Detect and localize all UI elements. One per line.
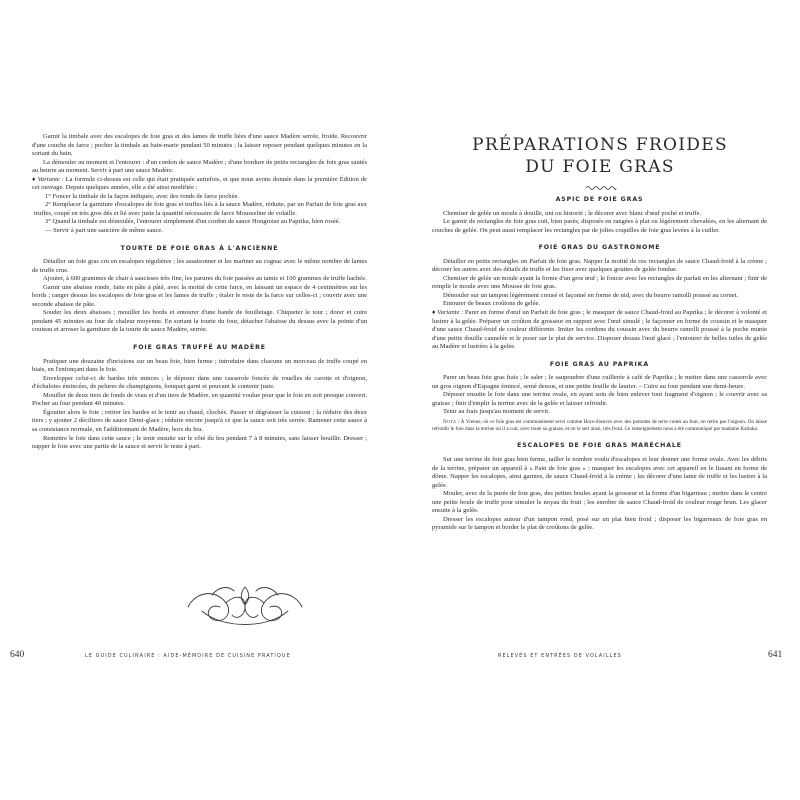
paragraph: Entourer de beaux croûtons de gelée. <box>443 300 541 308</box>
section-heading: FOIE GRAS TRUFFÉ AU MADÈRE <box>133 344 266 352</box>
wave-divider-icon <box>585 184 617 192</box>
paragraph: Ajouter, à 600 grammes de chair à saucisses très fine, les parures du foie passées au tamis et 100 grammes de truffe hachée. <box>43 275 367 283</box>
paragraph: Tenir au frais jusqu'au moment de servir. <box>443 408 550 416</box>
paragraph: Égoutter alors le foie ; retirer les bardes et le tenir au chaud, clochée. Passer et dégraisser la cuisson ; la réduire des deux tiers ; y ajouter 2 décilitres de sauce Demi-glace ; réduire encore jusqu'à ce que la sauce soit très serrée. Ramener cette sauce à sa consistance normale, en l'additionnant de Madère, hors du feu. <box>32 408 367 433</box>
paragraph: Déposer ensuite le foie dans une terrine ovale, en ayant soin de bien enlever tout fragment d'oignon ; le couvrir avec sa graisse ; finir d'emplir la terrine avec de la gelée et laisser refroidir. <box>432 391 767 407</box>
section-heading: FOIE GRAS DU GASTRONOME <box>538 244 661 252</box>
paragraph: Chemiser de gelée un moule ayant la forme d'un gros œuf ; le foncer avec les rectangles de parfait en les alternant ; finir de remplir le moule avec une Mousse de foie gras. <box>432 274 767 291</box>
paragraph: Parer un beau foie gras frais ; le saler ; le saupoudrer d'une cuillerée à café de Paprika ; le mettre dans une casserole avec un gros oignon d'Espagne émincé, semé dessus, et une petite feuille de laurier. – Cuire au four pendant une demi-heure. <box>432 374 767 390</box>
paragraph: Détailler un foie gras cru en escalopes régulières ; les assaisonner et les mariner au cognac avec le même nombre de lames de truffe crue. <box>32 258 367 274</box>
variant-paragraph: ♦ Variante : Parer en forme d'œuf un Parfait de foie gras ; le masquer de sauce Chaud-froid au Paprika ; le décorer à volonté et lustrer à la gelée. Préparer un croûton de grosseur en rapport avec l'œuf simulé ; le façonner en forme de coussin et le masquer d'une sauce Chaud-froid de couleur différente. Imiter les cordons du coussin avec du beurre ramolli poussé à la poche munie d'une petite douille cannelée et le poser sur le plat de service. Disposer dessus l'œuf glacé ; l'entourer de belles tuiles de gelée au Madère et lustrées à la gelée. <box>432 309 767 351</box>
nota-text: : À Vienne, où ce foie gras est communément servi comme Hors-d'œuvre avec des pommes de terre cuites au four, on retire pas l'oignon. On laisse refroidir le foie dans la terrine où il a cuit, avec toute sa graisse, et on le sert ainsi, très froid. Ce renseignement nous a été communiqué par madame Katinka. <box>432 419 767 433</box>
variant-step: — Servir à part une saucière de même sauce. <box>45 227 163 235</box>
paragraph: La démouler au moment et l'entourer : d'un cordon de sauce Madère ; d'une bordure de petits rectangles de foie gras sautés au beurre au moment. Servir à part une sauce Madère. <box>32 158 367 175</box>
variant-label: Variante <box>437 309 460 317</box>
section-heading: ASPIC DE FOIE GRAS <box>555 196 644 203</box>
nota-paragraph <box>432 419 767 433</box>
variant-paragraph: ♦ Variante : La formule ci-dessus est celle qui était pratiquée autrefois, et que nous avons donnée dans la première Édition de cet ouvrage. Depuis quelques années, elle a été ainsi modifiée : <box>32 175 368 192</box>
paragraph: Garnir la timbale avec des escalopes de foie gras et des lames de truffe liées d'une sauce Madère serrée, froide. Recouvrir d'une couche de farce ; pocher la timbale au bain-marie pendant 50 minutes ; la laisser reposer pendant quelques minutes en la sortant du bain. <box>32 133 367 158</box>
paragraph: Détailler en petits rectangles un Parfait de foie gras. Napper la moitié de ces rectangles de sauce Chaud-froid à la crème ; décorer les autres avec des détails de truffe et les fixer avec quelques gouttes de gelée fondue. <box>432 257 767 274</box>
paragraph: Pratiquer une douzaine d'incisions sur un beau foie, bien ferme ; introduire dans chacune un morceau de truffe coupé en biais, en l'enfonçant dans le foie. <box>32 357 367 374</box>
section-heading: FOIE GRAS AU PAPRIKA <box>549 360 650 368</box>
section-heading: ESCALOPES DE FOIE GRAS MARÉCHALE <box>517 442 682 450</box>
paragraph: Sur une terrine de foie gras bien ferme, tailler le nombre voulu d'escalopes et leur donner une forme ovale. Avec les débris de la terrine, préparer un appareil à « Pain de foie gras » ; masquer les escalopes avec cet appareil en le lissant en forme de dôme. Napper les escalopes, ainsi garnies, de sauce Chaud-froid à la crème ; les décorer d'une lame de truffe et les lustrer à la gelée. <box>432 455 767 489</box>
paragraph: Le garnir de rectangles de foie gras cuit, bien parés, disposés en rangées à plat ou légèrement chevalées, en les alternant de couches de gelée. On peut aussi remplacer les rectangles par de jolies coquilles de foie gras levées à la cuiller. <box>432 218 767 234</box>
left-text-column <box>32 133 367 452</box>
paragraph: Chemiser de gelée un moule à douille, uni ou historié ; le décorer avec blanc d'œuf poché et truffe. <box>443 209 702 217</box>
paragraph: Envelopper celui-ci de bardes très minces ; le déposer dans une casserole foncée de rouelles de carotte et d'oignon, d'échalotes émincées, de pelures de champignons, bouquet garni et pouvant le contenir juste. <box>32 374 367 391</box>
paragraph: Dresser les escalopes autour d'un tampon rond, posé sur un plat bien froid ; disposer les bigarreaux de foie gras en pyramide sur le tampon et border le plat de croûtons de gelée. <box>432 515 767 532</box>
chapter-title-line2: DU FOIE GRAS <box>525 157 675 177</box>
paragraph: Mouiller de deux tiers de fonds de veau et d'un tiers de Madère, en quantité voulue pour que le foie en soit presque couvert. Pocher au four pendant 40 minutes. <box>32 391 367 408</box>
running-head: LE GUIDE CULINAIRE : AIDE-MÉMOIRE DE CUISINE PRATIQUE <box>85 653 291 659</box>
variant-label: Variante <box>37 175 60 183</box>
paragraph: Souder les deux abaisses ; mouiller les bords et entourer d'une bande de feuilletage. Chiqueter le tour ; dorer et cuire pendant 45 minutes au four de chaleur moyenne. En sortant la tourte du four, détacher l'abaisse du dessus avec la pointe d'un couteau et arroser la garniture de la tourte de sauce Madère, serrée. <box>32 309 367 334</box>
variant-step: 3° Quand la timbale est démoulée, l'entourer simplement d'un cordon de sauce Hongroise au Paprika, bien roséé. <box>45 218 341 226</box>
variant-text: : La formule ci-dessus est celle qui était pratiquée autrefois, et que nous avons donnée dans la première Édition de cet ouvrage. Depuis quelques années, elle a été ainsi modifiée : <box>32 175 368 192</box>
paragraph: Garnir une abaisse ronde, faite en pâte à pâté, avec la moitié de cette farce, en laissant un espace de 4 centimètres sur les bords ; ranger dessus les escalopes de foie gras et les lames de truffe ; étaler le reste de la farce sur celles-ci ; couvrir avec une seconde abaisse de pâte. <box>32 283 367 308</box>
paragraph: Remettre le foie dans cette sauce ; le tenir ensuite sur le côté du feu pendant 7 à 8 minutes, sans laisser bouillir. Dresser ; napper le foie avec une partie de la sauce et servir le reste à part. <box>32 434 367 451</box>
chapter-title-line1: PRÉPARATIONS FROIDES <box>472 135 728 155</box>
page-number: 640 <box>10 650 25 660</box>
running-head: RELEVÉS ET ENTRÉES DE VOLAILLES <box>498 653 622 659</box>
variant-text: : Parer en forme d'œuf un Parfait de foie gras ; le masquer de sauce Chaud-froid au Paprika ; le décorer à volonté et lustrer à la gelée. Préparer un croûton de grosseur en rapport avec l'œuf simulé ; le façonner en forme de coussin et le masquer d'une sauce Chaud-froid de couleur différente. Imiter les cordons du coussin avec du beurre ramolli poussé à la poche munie d'une petite douille cannelée et le poser sur le plat de service. Disposer dessus l'œuf glacé ; l'entourer de belles tuiles de gelée au Madère et lustrées à la gelée. <box>432 309 767 351</box>
paragraph: Mouler, avec de la purée de foie gras, des petites boules ayant la grosseur et la forme d'un bigarreau ; mettre dans le centre une petite boule de truffe pour simuler le noyau du fruit ; les enrober de sauce Chaud-froid de couleur rouge brun. Les glacer ensuite à la gelée. <box>432 490 767 515</box>
paragraph: Démouler sur un tampon légèrement creusé et façonné en forme de nid, avec du beurre ramolli poussé au cornet. <box>443 291 739 299</box>
right-page <box>400 0 800 800</box>
variant-step: 1° Foncer la timbale de la façon indiquée, avec des ronds de farce pochée. <box>45 192 240 200</box>
right-text-column <box>432 196 767 533</box>
nota-label: Nota <box>443 419 457 426</box>
page-number: 641 <box>768 650 783 660</box>
variant-step: 2° Remplacer la garniture d'escalopes de foie gras et truffes liés à la sauce Madère, réduite, par un Parfait de foie gras aux truffes, coupé en très gros dés et lié avec juste la quantité nécessaire de farce Mousseline de volaille. <box>34 201 367 217</box>
flourish-ornament-icon <box>182 581 308 631</box>
section-heading: TOURTE DE FOIE GRAS À L'ANCIENNE <box>120 244 279 252</box>
